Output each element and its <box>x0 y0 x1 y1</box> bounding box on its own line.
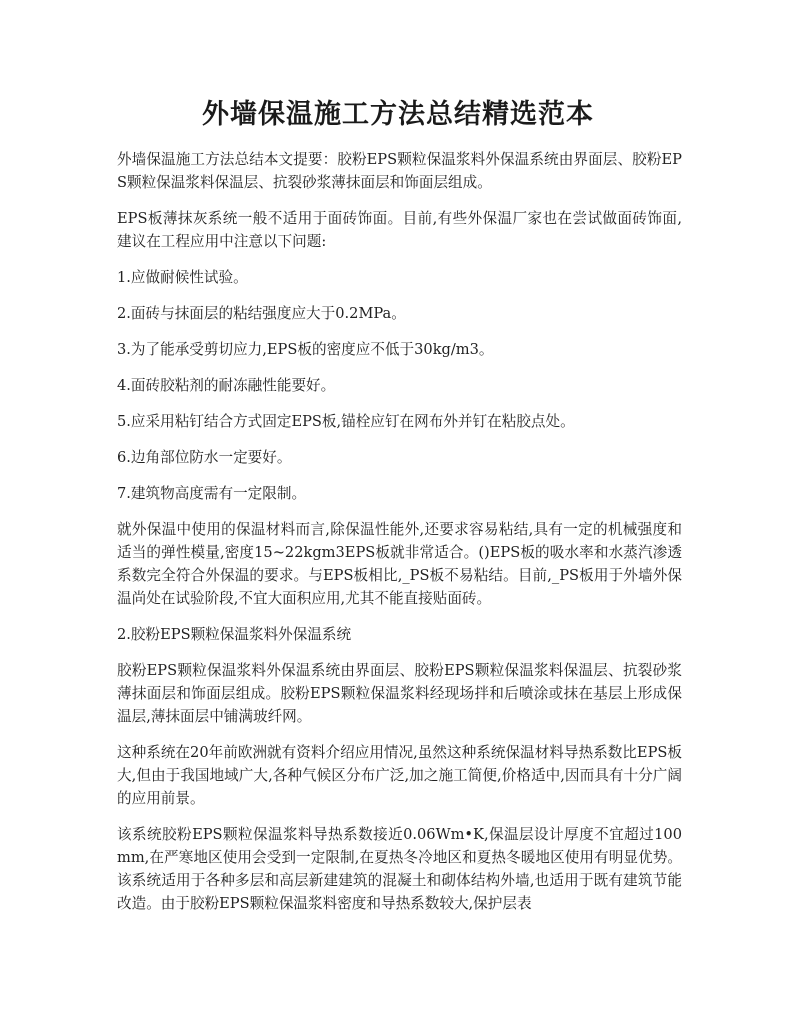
list-item: 4.面砖胶粘剂的耐冻融性能要好。 <box>117 377 336 394</box>
paragraph: 该系统胶粉EPS颗粒保温浆料导热系数接近0.06Wm•K,保温层设计厚度不宜超过100mm,在严寒地区使用会受到一定限制,在夏热冬冷地区和夏热冬暖地区使用有明显优势。该系统适用于各种多层和高层新建建筑的混凝土和砌体结构外墙,也适用于既有建筑节能改造。由于胶粉EPS颗粒保温浆料密度和导热系数较大,保护层表 <box>117 826 682 912</box>
list-item: 3.为了能承受剪切应力,EPS板的密度应不低于30kg/m3。 <box>117 341 494 358</box>
list-item: 2.面砖与抹面层的粘结强度应大于0.2MPa。 <box>117 305 406 322</box>
paragraph: 胶粉EPS颗粒保温浆料外保温系统由界面层、胶粉EPS颗粒保温浆料保温层、抗裂砂浆薄抹面层和饰面层组成。胶粉EPS颗粒保温浆料经现场拌和后喷涂或抹在基层上形成保温层,薄抹面层中铺满玻纤网。 <box>117 662 682 725</box>
paragraph: 就外保温中使用的保温材料而言,除保温性能外,还要求容易粘结,具有一定的机械强度和适当的弹性模量,密度15~22kgm3EPS板就非常适合。()EPS板的吸水率和水蒸汽渗透系数完全符合外保温的要求。与EPS板相比,_PS板不易粘结。目前,_PS板用于外墙外保温尚处在试验阶段,不宜大面积应用,尤其不能直接贴面砖。 <box>117 521 682 607</box>
document-title: 外墙保温施工方法总结精选范本 <box>202 99 594 130</box>
list-item: 1.应做耐候性试验。 <box>117 269 248 286</box>
list-item: 7.建筑物高度需有一定限制。 <box>117 485 307 502</box>
section-heading: 2.胶粉EPS颗粒保温浆料外保温系统 <box>117 626 352 643</box>
document-body <box>117 148 682 928</box>
paragraph: EPS板薄抹灰系统一般不适用于面砖饰面。目前,有些外保温厂家也在尝试做面砖饰面,建议在工程应用中注意以下问题: <box>117 210 682 250</box>
paragraph: 外墙保温施工方法总结本文提要：胶粉EPS颗粒保温浆料外保温系统由界面层、胶粉EPS颗粒保温浆料保温层、抗裂砂浆薄抹面层和饰面层组成。 <box>117 151 682 191</box>
list-item: 6.边角部位防水一定要好。 <box>117 449 292 466</box>
paragraph: 这种系统在20年前欧洲就有资料介绍应用情况,虽然这种系统保温材料导热系数比EPS板大,但由于我国地域广大,各种气候区分布广泛,加之施工简便,价格适中,因而具有十分广阔的应用前景。 <box>117 744 682 807</box>
list-item: 5.应采用粘钉结合方式固定EPS板,锚栓应钉在网布外并钉在粘胶点处。 <box>117 413 575 430</box>
